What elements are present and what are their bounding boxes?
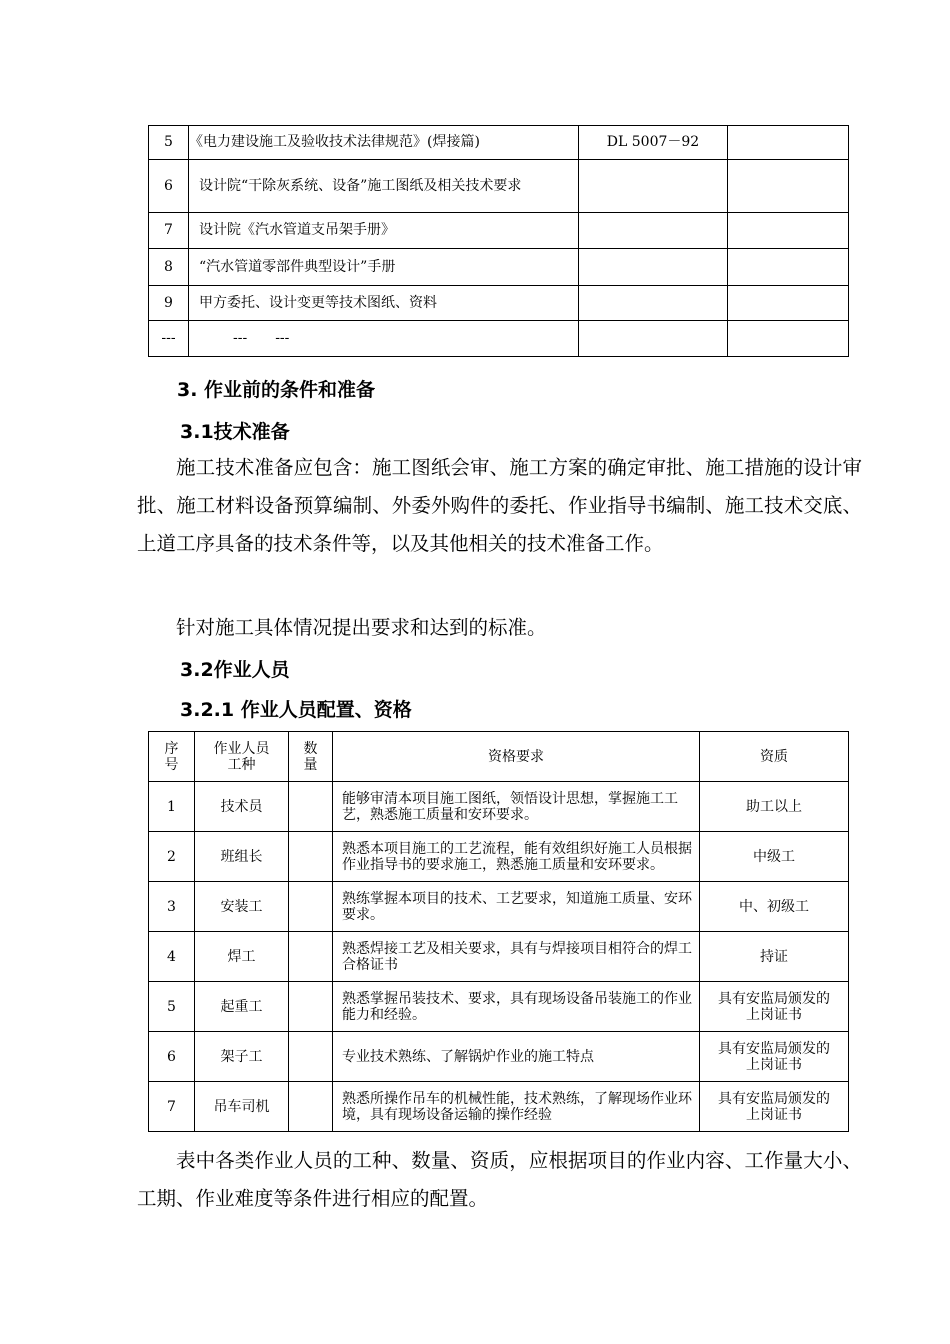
type-cell: 焊工 [195,932,289,982]
row-number: 8 [149,249,189,286]
seq-cell: 2 [149,832,195,882]
table-header-row [149,732,849,782]
table-row [149,832,849,882]
note-cell [728,160,849,213]
qual-cell: 具有安监局颁发的上岗证书 [700,1032,849,1082]
seq-cell: 6 [149,1032,195,1082]
table-row [149,1032,849,1082]
seq-cell: 4 [149,932,195,982]
req-cell: 专业技术熟练、了解锅炉作业的施工特点 [333,1032,700,1082]
header-qual: 资质 [700,732,849,782]
standard-code [579,249,728,286]
note-cell [728,249,849,286]
standard-code [579,321,728,357]
header-seq: 序号 [149,732,195,782]
qty-cell [289,832,333,882]
section-3-1-heading: 3.1技术准备 [180,421,290,443]
standard-code [579,213,728,249]
header-req: 资格要求 [333,732,700,782]
type-cell: 吊车司机 [195,1082,289,1132]
header-qty: 数量 [289,732,333,782]
type-cell: 班组长 [195,832,289,882]
section-3-2-1-heading: 3.2.1 作业人员配置、资格 [180,699,412,721]
type-cell: 技术员 [195,782,289,832]
note-cell [728,213,849,249]
document-name: 设计院《汽水管道支吊架手册》 [189,213,579,249]
seq-cell: 3 [149,882,195,932]
qual-cell: 助工以上 [700,782,849,832]
table-row [149,213,849,249]
qty-cell [289,1032,333,1082]
table-row [149,160,849,213]
closing-paragraph: 表中各类作业人员的工种、数量、资质，应根据项目的作业内容、工作量大小、工期、作业难度等条件进行相应的配置。 [137,1149,862,1210]
table-row [149,249,849,286]
table-row [149,782,849,832]
req-cell: 能够审清本项目施工图纸，领悟设计思想，掌握施工工艺，熟悉施工质量和安环要求。 [333,782,700,832]
note-cell [728,321,849,357]
table-row [149,882,849,932]
standard-code: DL 5007－92 [579,126,728,160]
req-cell: 熟练掌握本项目的技术、工艺要求，知道施工质量、安环要求。 [333,882,700,932]
row-number: 5 [149,126,189,160]
seq-cell: 7 [149,1082,195,1132]
header-type: 作业人员工种 [195,732,289,782]
table-row [149,1082,849,1132]
row-number: 6 [149,160,189,213]
qual-cell: 中、初级工 [700,882,849,932]
reference-table [148,125,849,357]
row-number: 7 [149,213,189,249]
type-cell: 架子工 [195,1032,289,1082]
table-row [149,932,849,982]
document-name: --- --- [189,321,579,357]
table-row [149,321,849,357]
document-name: “汽水管道零部件典型设计”手册 [189,249,579,286]
qual-cell: 具有安监局颁发的上岗证书 [700,1082,849,1132]
qual-cell: 持证 [700,932,849,982]
req-cell: 熟悉本项目施工的工艺流程，能有效组织好施工人员根据作业指导书的要求施工，熟悉施工质量和安环要求。 [333,832,700,882]
seq-cell: 1 [149,782,195,832]
row-number: --- [149,321,189,357]
table-row [149,286,849,321]
row-number: 9 [149,286,189,321]
section-3-heading: 3. 作业前的条件和准备 [177,379,376,401]
req-cell: 熟悉焊接工艺及相关要求，具有与焊接项目相符合的焊工合格证书 [333,932,700,982]
req-cell: 熟悉所操作吊车的机械性能，技术熟练，了解现场作业环境，具有现场设备运输的操作经验 [333,1082,700,1132]
personnel-table [148,731,849,1132]
type-cell: 安装工 [195,882,289,932]
note-cell [728,286,849,321]
table-row [149,982,849,1032]
standard-code [579,286,728,321]
document-name: 《电力建设施工及验收技术法律规范》(焊接篇) [189,126,579,160]
standard-code [579,160,728,213]
document-name: 甲方委托、设计变更等技术图纸、资料 [189,286,579,321]
qual-cell: 中级工 [700,832,849,882]
table-row [149,126,849,160]
standard-paragraph: 针对施工具体情况提出要求和达到的标准。 [176,616,547,639]
qty-cell [289,982,333,1032]
qty-cell [289,1082,333,1132]
technical-prep-paragraph: 施工技术准备应包含：施工图纸会审、施工方案的确定审批、施工措施的设计审批、施工材料设备预算编制、外委外购件的委托、作业指导书编制、施工技术交底、上道工序具备的技术条件等，以及其他相关的技术准备工作。 [137,456,862,555]
note-cell [728,126,849,160]
qual-cell: 具有安监局颁发的上岗证书 [700,982,849,1032]
qty-cell [289,932,333,982]
qty-cell [289,782,333,832]
seq-cell: 5 [149,982,195,1032]
document-name: 设计院“干除灰系统、设备”施工图纸及相关技术要求 [189,160,579,213]
req-cell: 熟悉掌握吊装技术、要求，具有现场设备吊装施工的作业能力和经验。 [333,982,700,1032]
section-3-2-heading: 3.2作业人员 [180,659,290,681]
type-cell: 起重工 [195,982,289,1032]
qty-cell [289,882,333,932]
